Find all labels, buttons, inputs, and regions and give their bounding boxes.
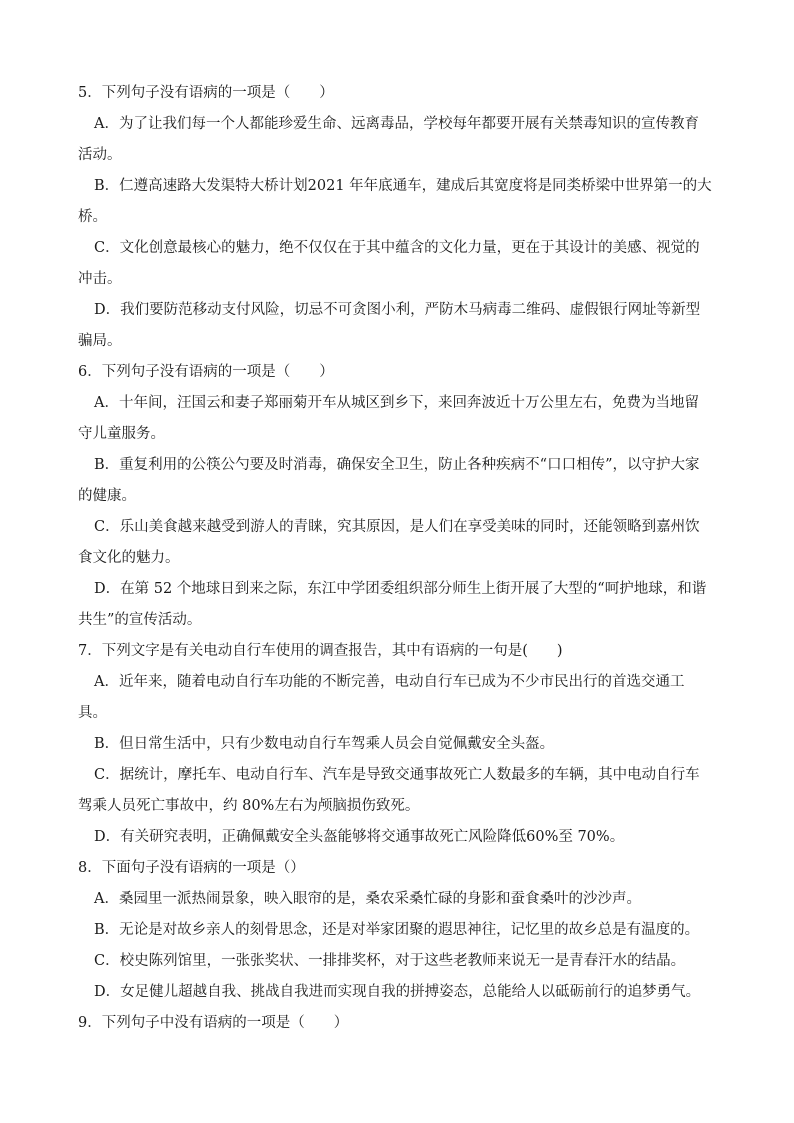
question-stem: 8．下面句子没有语病的一项是（） [78,860,305,876]
option-line-continued: 骗局。 [78,333,122,349]
question-stem: 7．下列文字是有关电动自行车使用的调查报告，其中有语病的一句是( ) [78,643,563,659]
option-line: D．在第 52 个地球日到来之际，东江中学团委组织部分师生上街开展了大型的“呵护地球，和谐 [94,581,707,597]
option-line: A．桑园里一派热闹景象，映入眼帘的是，桑农采桑忙碌的身影和蚕食桑叶的沙沙声。 [94,891,641,907]
option-line: C．乐山美食越来越受到游人的青睐，究其原因，是人们在享受美味的同时，还能领略到嘉州饮 [94,519,700,535]
option-line-continued: 守儿童服务。 [78,426,165,442]
option-line: C．校史陈列馆里，一张张奖状、一排排奖杯，对于这些老教师来说无一是青春汗水的结晶。 [94,953,686,969]
option-line-continued: 的健康。 [78,488,136,504]
option-line-continued: 桥。 [78,209,107,225]
question-9 [78,1008,724,1039]
option-line: A．近年来，随着电动自行车功能的不断完善，电动自行车已成为不少市民出行的首选交通工 [94,674,685,690]
option-line-continued: 具。 [78,705,107,721]
option-line: B．重复利用的公筷公勺要及时消毒，确保安全卫生，防止各种疾病不“口口相传”，以守护大家 [94,457,700,473]
option-line: C．据统计，摩托车、电动自行车、汽车是导致交通事故死亡人数最多的车辆，其中电动自行车 [94,767,700,783]
question-7 [78,636,724,853]
option-line-continued: 冲击。 [78,271,122,287]
option-line-continued: 活动。 [78,147,122,163]
option-line: B．仁遵高速路大发渠特大桥计划2021 年年底通车，建成后其宽度将是同类桥梁中世界第一的大 [94,178,712,194]
question-list [78,78,724,1039]
option-line: B．无论是对故乡亲人的刻骨思念，还是对举家团聚的遐思神往，记忆里的故乡总是有温度的。 [94,922,700,938]
option-line: A．为了让我们每一个人都能珍爱生命、远离毒品，学校每年都要开展有关禁毒知识的宣传教育 [94,116,699,132]
question-8 [78,853,724,1008]
option-line: C．文化创意最核心的魅力，绝不仅仅在于其中蕴含的文化力量，更在于其设计的美感、视觉的 [94,240,700,256]
option-line: A．十年间，汪国云和妻子郑丽菊开车从城区到乡下，来回奔波近十万公里左右，免费为当地留 [94,395,699,411]
question-5 [78,78,724,357]
option-line: D．有关研究表明，正确佩戴安全头盔能够将交通事故死亡风险降低60%至 70%。 [94,829,625,845]
question-6 [78,357,724,636]
option-line: B．但日常生活中，只有少数电动自行车驾乘人员会自觉佩戴安全头盔。 [94,736,555,752]
option-line: D．女足健儿超越自我、挑战自我进而实现自我的拼搏姿态，总能给人以砥砺前行的追梦勇气。 [94,984,701,1000]
question-stem: 9．下列句子中没有语病的一项是（ ） [78,1015,349,1031]
option-line-continued: 食文化的魅力。 [78,550,180,566]
option-line: D．我们要防范移动支付风险，切忌不可贪图小利，严防木马病毒二维码、虚假银行网址等新型 [94,302,701,318]
option-line-continued: 共生”的宣传活动。 [78,612,202,628]
question-stem: 6．下列句子没有语病的一项是（ ） [78,364,334,380]
question-stem: 5．下列句子没有语病的一项是（ ） [78,85,334,101]
option-line-continued: 驾乘人员死亡事故中，约 80%左右为颅脑损伤致死。 [78,798,420,814]
